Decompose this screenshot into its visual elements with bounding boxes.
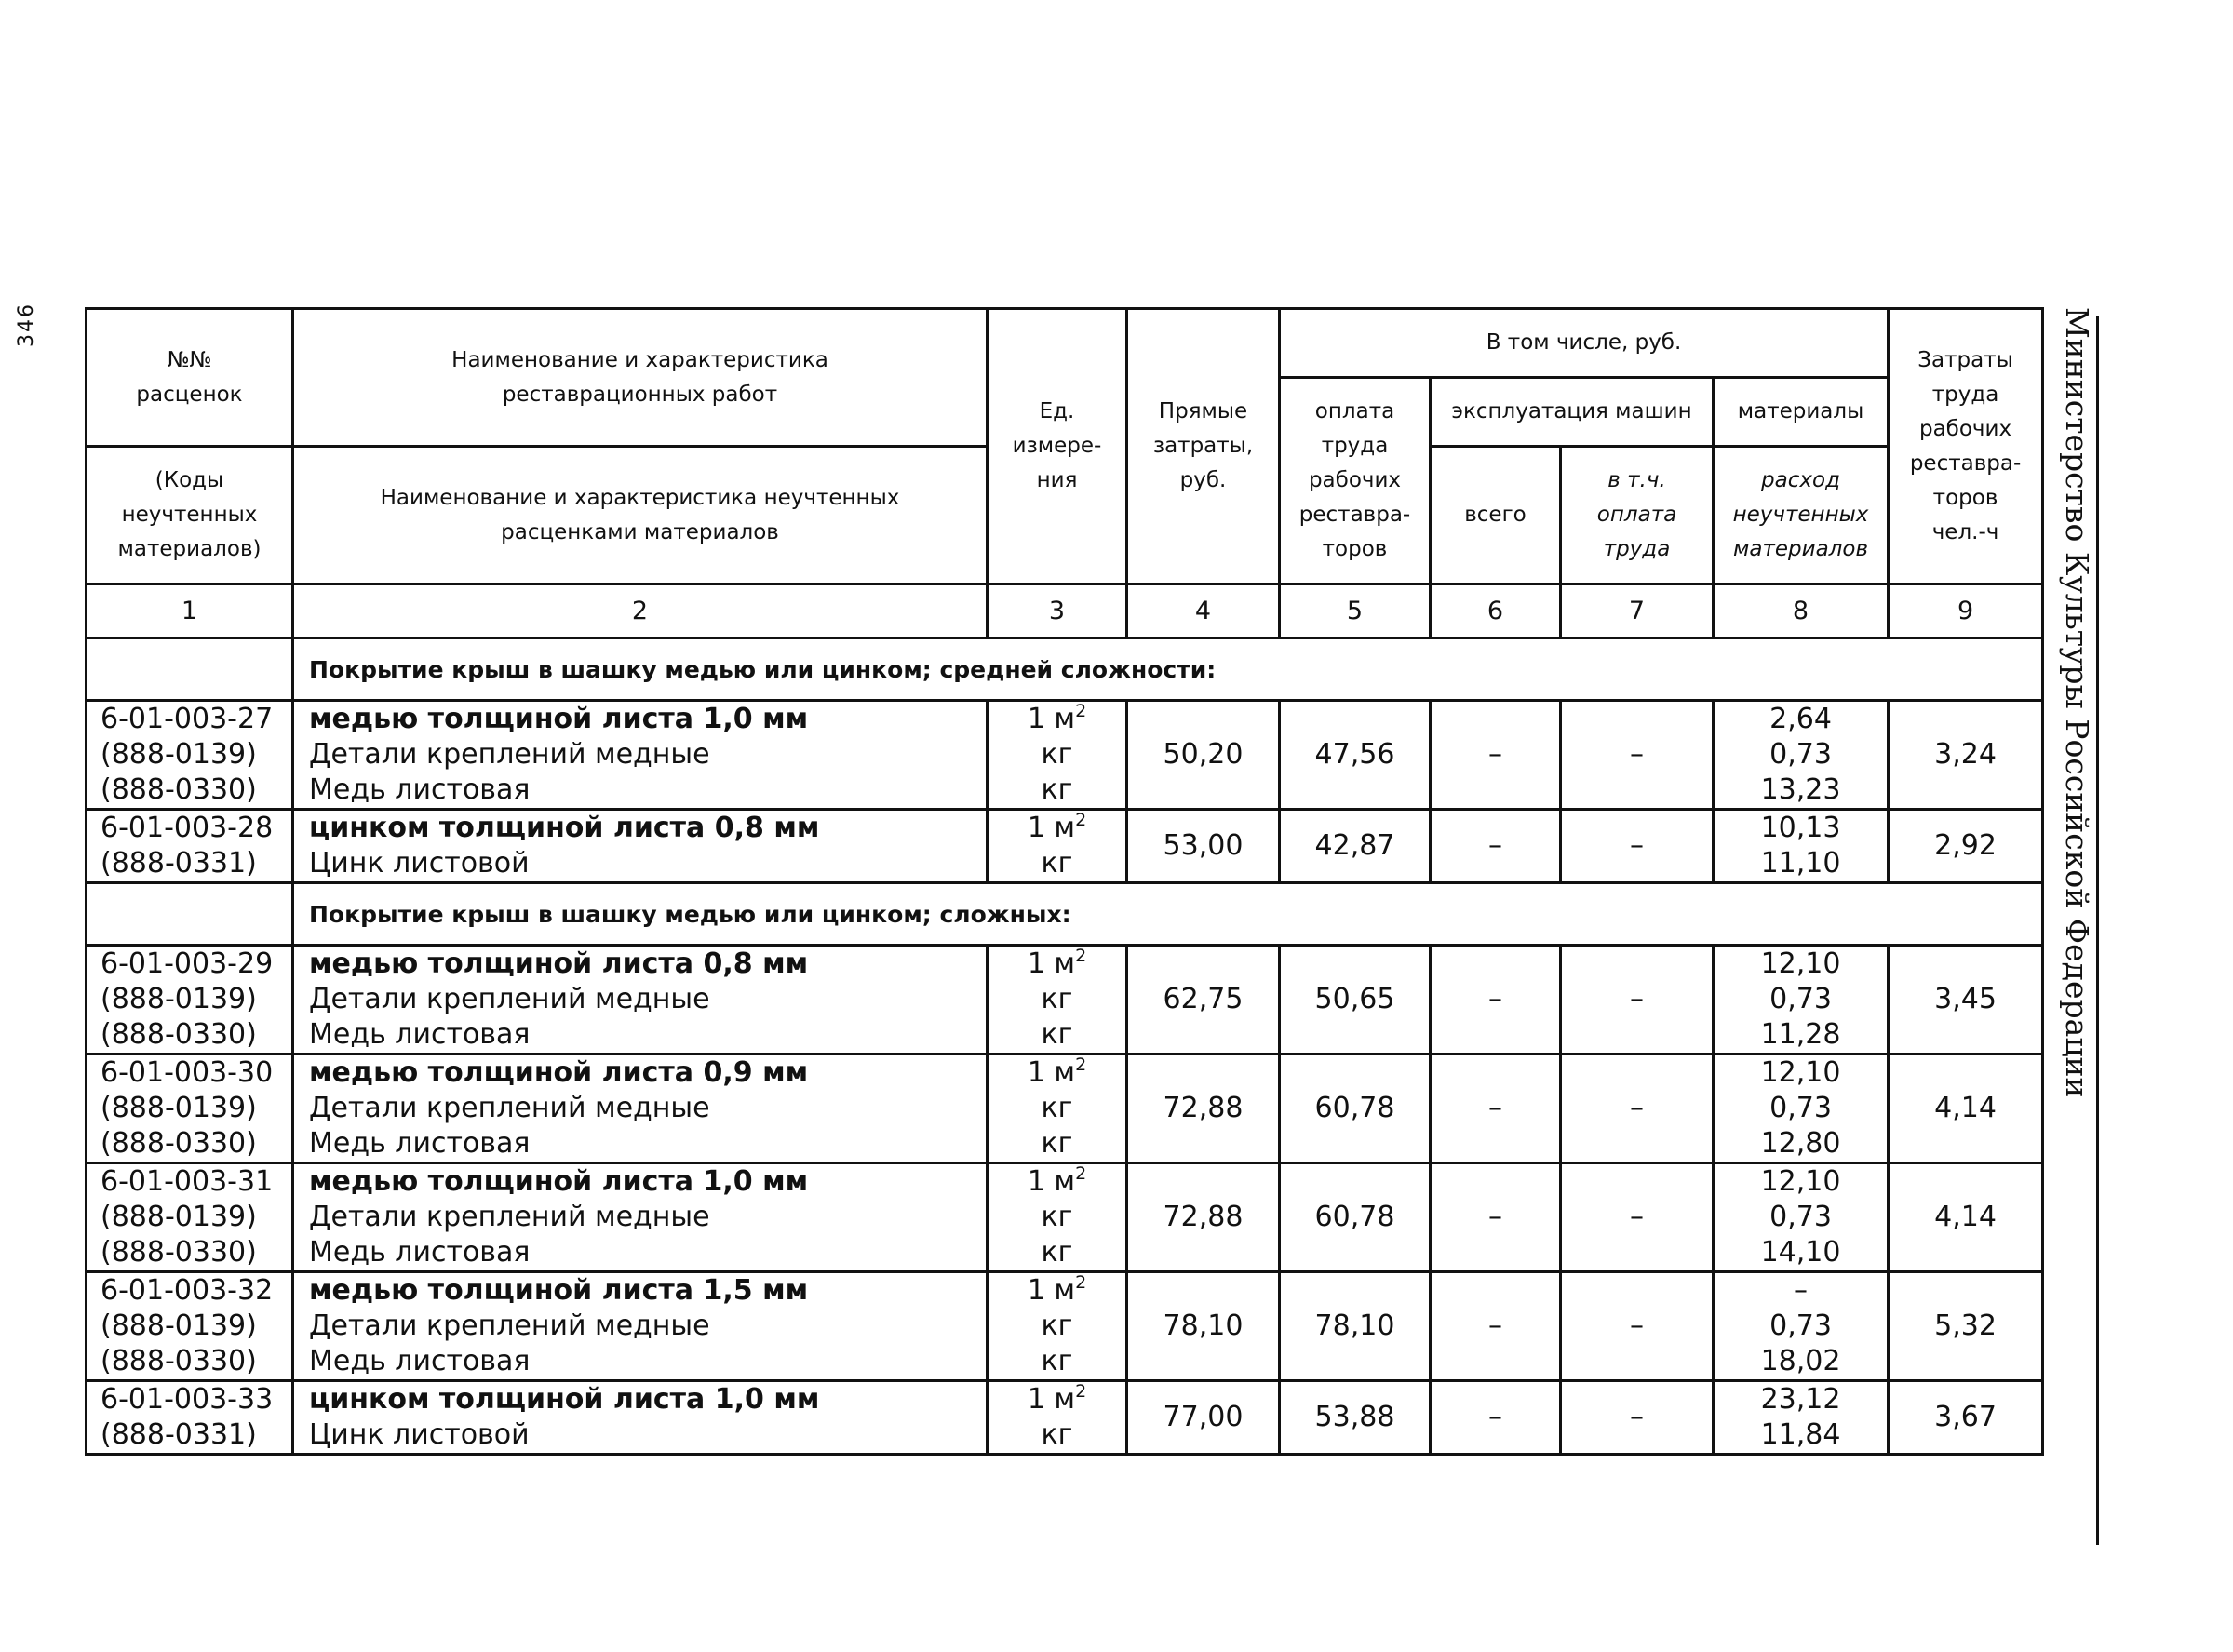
material-name: Детали креплений медные [309, 1201, 710, 1233]
header-including-text: В том числе, руб. [1486, 330, 1682, 355]
column-number: 5 [1280, 584, 1431, 638]
header-name-sub-text: Наименование и характеристика неучтенных расценками материалов [380, 485, 900, 544]
column-number: 2 [293, 584, 988, 638]
work-unit-text: 1 м [1027, 1274, 1076, 1307]
header-materials-sub [1714, 447, 1889, 584]
wage-cost: 50,65 [1280, 946, 1431, 1054]
machines-wage: – [1561, 1381, 1714, 1455]
header-code-title-text: №№ расценок [136, 347, 243, 407]
code-cell [87, 1054, 293, 1163]
material-qty: 0,73 [1769, 1201, 1832, 1233]
section-code-cell [87, 638, 293, 701]
materials-cell [1714, 946, 1889, 1054]
work-title: медью толщиной листа 0,8 мм [309, 947, 809, 980]
unit-cell [988, 810, 1127, 883]
material-code: (888-0330) [101, 1236, 257, 1269]
machines-total: – [1431, 946, 1561, 1054]
work-title: цинком толщиной листа 0,8 мм [309, 812, 820, 844]
work-title: медью толщиной листа 1,0 мм [309, 703, 809, 735]
column-number: 8 [1714, 584, 1889, 638]
header-name-title [293, 309, 988, 447]
table-row [87, 1272, 2043, 1381]
materials-cost: 12,10 [1760, 1056, 1841, 1089]
page-number: 346 [15, 302, 38, 347]
direct-cost: 78,10 [1127, 1272, 1280, 1381]
work-title: медью толщиной листа 1,5 мм [309, 1274, 809, 1307]
material-code: (888-0330) [101, 1127, 257, 1160]
materials-cell [1714, 1272, 1889, 1381]
work-unit-text: 1 м [1027, 812, 1076, 844]
unit-cell [988, 701, 1127, 810]
header-materials [1714, 378, 1889, 447]
rate-code: 6-01-003-33 [101, 1383, 274, 1416]
header-code-sub-text: (Коды неучтенных материалов) [117, 468, 262, 561]
material-name: Цинк листовой [309, 1418, 530, 1451]
material-unit: кг [1041, 773, 1073, 806]
header-machines-text: эксплуатация машин [1451, 399, 1692, 423]
unit-cell [988, 1054, 1127, 1163]
table-row [87, 946, 2043, 1054]
header-machines-wage-text: в т.ч. оплата труда [1596, 468, 1677, 561]
materials-cell [1714, 1054, 1889, 1163]
material-name: Детали креплений медные [309, 983, 710, 1015]
material-code: (888-0330) [101, 1018, 257, 1051]
wage-cost: 60,78 [1280, 1163, 1431, 1272]
material-unit: кг [1041, 1236, 1073, 1269]
material-unit: кг [1041, 1092, 1073, 1124]
work-unit-text: 1 м [1027, 947, 1076, 980]
material-name: Медь листовая [309, 1236, 531, 1269]
work-unit [989, 811, 1125, 846]
code-cell [87, 810, 293, 883]
name-cell [293, 1381, 988, 1455]
labor-cost: 2,92 [1889, 810, 2043, 883]
work-unit [989, 702, 1125, 737]
material-code: (888-0139) [101, 1310, 257, 1342]
rate-code: 6-01-003-28 [101, 812, 274, 844]
wage-cost: 60,78 [1280, 1054, 1431, 1163]
labor-cost: 4,14 [1889, 1163, 2043, 1272]
material-code: (888-0331) [101, 847, 257, 880]
direct-cost: 62,75 [1127, 946, 1280, 1054]
header-direct-costs-text: Прямые затраты, руб. [1152, 399, 1254, 492]
material-unit: кг [1041, 1127, 1073, 1160]
work-unit-text: 1 м [1027, 1165, 1076, 1198]
table-row [87, 701, 2043, 810]
unit-exponent: 2 [1075, 1054, 1087, 1075]
column-number: 3 [988, 584, 1127, 638]
materials-cell [1714, 701, 1889, 810]
materials-cost: 12,10 [1760, 947, 1841, 980]
header-wage-text: оплата труда рабочих реставра- торов [1298, 399, 1411, 561]
material-qty: 18,02 [1760, 1345, 1841, 1377]
work-unit [989, 1273, 1125, 1309]
wage-cost: 78,10 [1280, 1272, 1431, 1381]
unit-cell [988, 1163, 1127, 1272]
unit-cell [988, 1272, 1127, 1381]
labor-cost: 3,24 [1889, 701, 2043, 810]
header-machines [1431, 378, 1714, 447]
header-wage [1280, 378, 1431, 584]
header-name-title-text: Наименование и характеристика реставрационных работ [451, 347, 828, 407]
materials-cell [1714, 1163, 1889, 1272]
rate-code: 6-01-003-31 [101, 1165, 274, 1198]
direct-cost: 72,88 [1127, 1163, 1280, 1272]
materials-cost: 12,10 [1760, 1165, 1841, 1198]
header-machines-wage [1561, 447, 1714, 584]
table-row [87, 1163, 2043, 1272]
header-code-title [87, 309, 293, 447]
materials-cost: – [1794, 1274, 1809, 1307]
material-qty: 14,10 [1760, 1236, 1841, 1269]
labor-cost: 3,45 [1889, 946, 2043, 1054]
material-code: (888-0139) [101, 1201, 257, 1233]
materials-cost: 2,64 [1769, 703, 1832, 735]
name-cell [293, 1163, 988, 1272]
code-cell [87, 946, 293, 1054]
direct-cost: 53,00 [1127, 810, 1280, 883]
labor-cost: 5,32 [1889, 1272, 2043, 1381]
table-row [87, 1054, 2043, 1163]
work-title: медью толщиной листа 1,0 мм [309, 1165, 809, 1198]
column-numbers-row [87, 584, 2043, 638]
column-number: 4 [1127, 584, 1280, 638]
unit-exponent: 2 [1075, 1163, 1087, 1184]
work-title: медью толщиной листа 0,9 мм [309, 1056, 809, 1089]
material-qty: 11,84 [1760, 1418, 1841, 1451]
name-cell [293, 701, 988, 810]
work-unit [989, 1055, 1125, 1091]
material-code: (888-0330) [101, 1345, 257, 1377]
material-unit: кг [1041, 1418, 1073, 1451]
running-title: Министерство Культуры Российской Федерации [2059, 307, 2095, 1098]
machines-wage: – [1561, 701, 1714, 810]
column-number: 6 [1431, 584, 1561, 638]
header-machines-total [1431, 447, 1561, 584]
unit-exponent: 2 [1075, 701, 1087, 721]
work-unit [989, 947, 1125, 982]
header-labor [1889, 309, 2043, 584]
labor-cost: 3,67 [1889, 1381, 2043, 1455]
header-unit [988, 309, 1127, 584]
name-cell [293, 1054, 988, 1163]
machines-wage: – [1561, 810, 1714, 883]
code-cell [87, 701, 293, 810]
unit-exponent: 2 [1075, 946, 1087, 966]
material-name: Детали креплений медные [309, 1310, 710, 1342]
section-header-row [87, 638, 2043, 701]
material-qty: 11,10 [1760, 847, 1841, 880]
material-qty: 11,28 [1760, 1018, 1841, 1051]
material-unit: кг [1041, 1018, 1073, 1051]
materials-cost: 10,13 [1760, 812, 1841, 844]
section-title: Покрытие крыш в шашку медью или цинком; сложных: [293, 883, 2043, 946]
price-table [85, 307, 2044, 1456]
materials-cost: 23,12 [1760, 1383, 1841, 1416]
rate-code: 6-01-003-29 [101, 947, 274, 980]
code-cell [87, 1381, 293, 1455]
machines-wage: – [1561, 1163, 1714, 1272]
header-materials-text: материалы [1737, 399, 1864, 423]
running-title-rule [2096, 316, 2099, 1545]
material-unit: кг [1041, 983, 1073, 1015]
machines-wage: – [1561, 1054, 1714, 1163]
header-machines-total-text: всего [1464, 503, 1527, 527]
machines-total: – [1431, 701, 1561, 810]
material-qty: 0,73 [1769, 1092, 1832, 1124]
machines-total: – [1431, 1272, 1561, 1381]
unit-exponent: 2 [1075, 810, 1087, 830]
material-code: (888-0139) [101, 738, 257, 771]
table-row [87, 1381, 2043, 1455]
rate-code: 6-01-003-30 [101, 1056, 274, 1089]
wage-cost: 42,87 [1280, 810, 1431, 883]
section-header-row [87, 883, 2043, 946]
material-name: Цинк листовой [309, 847, 530, 880]
header-direct-costs [1127, 309, 1280, 584]
machines-wage: – [1561, 1272, 1714, 1381]
name-cell [293, 810, 988, 883]
direct-cost: 50,20 [1127, 701, 1280, 810]
material-unit: кг [1041, 847, 1073, 880]
material-unit: кг [1041, 1345, 1073, 1377]
wage-cost: 47,56 [1280, 701, 1431, 810]
table-row [87, 810, 2043, 883]
material-name: Детали креплений медные [309, 738, 710, 771]
work-title: цинком толщиной листа 1,0 мм [309, 1383, 820, 1416]
material-name: Медь листовая [309, 773, 531, 806]
material-unit: кг [1041, 738, 1073, 771]
material-qty: 0,73 [1769, 738, 1832, 771]
material-unit: кг [1041, 1201, 1073, 1233]
header-labor-text: Затраты труда рабочих реставра- торов чел.-ч [1909, 347, 2022, 544]
machines-total: – [1431, 1054, 1561, 1163]
header-name-sub [293, 447, 988, 584]
code-cell [87, 1272, 293, 1381]
material-qty: 13,23 [1760, 773, 1841, 806]
labor-cost: 4,14 [1889, 1054, 2043, 1163]
section-title: Покрытие крыш в шашку медью или цинком; средней сложности: [293, 638, 2043, 701]
header-code-sub [87, 447, 293, 584]
unit-cell [988, 1381, 1127, 1455]
material-code: (888-0331) [101, 1418, 257, 1451]
material-name: Медь листовая [309, 1345, 531, 1377]
materials-cell [1714, 810, 1889, 883]
material-qty: 0,73 [1769, 983, 1832, 1015]
section-code-cell [87, 883, 293, 946]
machines-total: – [1431, 1381, 1561, 1455]
work-unit-text: 1 м [1027, 703, 1076, 735]
material-unit: кг [1041, 1310, 1073, 1342]
rate-code: 6-01-003-32 [101, 1274, 274, 1307]
work-unit-text: 1 м [1027, 1056, 1076, 1089]
name-cell [293, 946, 988, 1054]
column-number: 9 [1889, 584, 2043, 638]
rate-code: 6-01-003-27 [101, 703, 274, 735]
material-name: Медь листовая [309, 1018, 531, 1051]
material-code: (888-0139) [101, 983, 257, 1015]
unit-exponent: 2 [1075, 1381, 1087, 1402]
materials-cell [1714, 1381, 1889, 1455]
name-cell [293, 1272, 988, 1381]
work-unit-text: 1 м [1027, 1383, 1076, 1416]
unit-exponent: 2 [1075, 1272, 1087, 1293]
column-number: 1 [87, 584, 293, 638]
direct-cost: 77,00 [1127, 1381, 1280, 1455]
work-unit [989, 1164, 1125, 1200]
material-code: (888-0139) [101, 1092, 257, 1124]
machines-total: – [1431, 810, 1561, 883]
machines-wage: – [1561, 946, 1714, 1054]
column-number: 7 [1561, 584, 1714, 638]
wage-cost: 53,88 [1280, 1381, 1431, 1455]
material-qty: 0,73 [1769, 1310, 1832, 1342]
material-code: (888-0330) [101, 773, 257, 806]
header-including [1280, 309, 1889, 378]
work-unit [989, 1382, 1125, 1417]
direct-cost: 72,88 [1127, 1054, 1280, 1163]
material-name: Детали креплений медные [309, 1092, 710, 1124]
unit-cell [988, 946, 1127, 1054]
header-unit-text: Ед. измере- ния [1012, 399, 1102, 492]
material-qty: 12,80 [1760, 1127, 1841, 1160]
header-materials-sub-text: расход неучтенных материалов [1732, 468, 1869, 561]
table-body [87, 638, 2043, 1455]
machines-total: – [1431, 1163, 1561, 1272]
material-name: Медь листовая [309, 1127, 531, 1160]
code-cell [87, 1163, 293, 1272]
